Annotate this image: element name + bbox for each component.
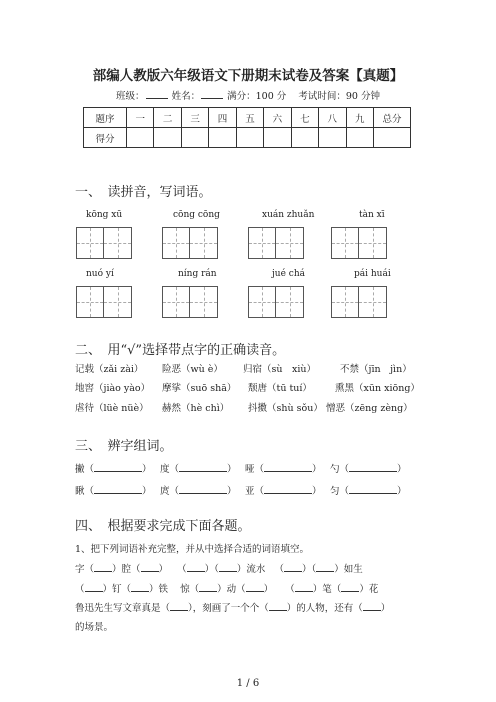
reading-choice[interactable]: 颓唐（tū tuí）: [248, 383, 312, 394]
score-label-cell: 得分: [84, 128, 127, 148]
answer-blank[interactable]: [94, 562, 112, 572]
score-cell[interactable]: [264, 128, 291, 148]
name-label: 姓名：: [171, 91, 201, 102]
pinyin: kōng xū: [86, 210, 123, 220]
writing-box[interactable]: [331, 227, 387, 259]
class-label: 班级：: [116, 91, 145, 102]
answer-blank[interactable]: [316, 562, 334, 572]
score-header-cell: 六: [264, 108, 291, 128]
answer-blank[interactable]: [264, 462, 312, 472]
section-3-title: 三、 辨字组词。: [75, 439, 173, 454]
score-cell[interactable]: [127, 128, 154, 148]
writing-box[interactable]: [162, 286, 218, 318]
answer-blank[interactable]: [170, 601, 188, 611]
class-blank[interactable]: [146, 89, 168, 99]
pinyin: níng rán: [178, 269, 217, 279]
score-header-cell: 三: [181, 108, 208, 128]
answer-blank[interactable]: [264, 484, 312, 494]
question-1: 1、把下列词语补充完整，并从中选择合适的词语填空。: [75, 544, 310, 555]
answer-blank[interactable]: [94, 484, 142, 494]
answer-blank[interactable]: [94, 462, 142, 472]
answer-blank[interactable]: [131, 582, 149, 592]
reading-choice[interactable]: 归宿（sù xiù）: [243, 364, 317, 375]
answer-blank[interactable]: [179, 462, 227, 472]
page-title: 部编人教版六年级语文下册期末试卷及答案【真题】: [92, 68, 404, 84]
answer-blank[interactable]: [284, 562, 302, 572]
student-info-line: [0, 88, 496, 102]
reading-choice[interactable]: 摩挲（suō shā）: [162, 383, 237, 394]
score-header-cell: 七: [291, 108, 318, 128]
section-1-title: 一、 读拼音，写词语。: [75, 185, 212, 200]
section-4-title: 四、 根据要求完成下面各题。: [75, 519, 251, 534]
pinyin: pái huái: [354, 269, 391, 279]
score-cell[interactable]: [291, 128, 318, 148]
score-cell[interactable]: [209, 128, 236, 148]
answer-blank[interactable]: [141, 562, 159, 572]
answer-blank[interactable]: [199, 582, 217, 592]
score-header-cell: 总分: [374, 108, 411, 128]
score-header-cell: 九: [346, 108, 374, 128]
pinyin: tàn xī: [359, 210, 385, 220]
word-group-item: 度（ ）: [160, 464, 237, 475]
reading-choice[interactable]: 地窖（jiào yào）: [75, 383, 151, 394]
answer-blank[interactable]: [269, 601, 287, 611]
answer-blank[interactable]: [341, 582, 359, 592]
writing-box[interactable]: [162, 227, 218, 259]
word-group-item: 庹（ ）: [160, 486, 237, 497]
reading-choice[interactable]: 赫然（hè chì）: [162, 403, 230, 414]
word-group-item: 勺（ ）: [330, 464, 407, 475]
word-group-item: 撇（ ）: [75, 464, 152, 475]
name-blank[interactable]: [201, 89, 223, 99]
writing-box[interactable]: [248, 227, 304, 259]
answer-blank[interactable]: [187, 562, 205, 572]
fill-line-1: 字（ ）腔（ ） （ ）（ ）流水 （ ）（ ）如生: [75, 564, 363, 575]
full-score: 满分：100 分: [227, 91, 287, 102]
writing-box[interactable]: [76, 227, 132, 259]
answer-blank[interactable]: [179, 484, 227, 494]
answer-blank[interactable]: [349, 462, 397, 472]
word-group-item: 匀（ ）: [330, 486, 407, 497]
word-group-item: 瞅（ ）: [75, 486, 152, 497]
answer-blank[interactable]: [363, 601, 381, 611]
reading-choice[interactable]: 不禁（jīn jìn）: [340, 364, 412, 375]
answer-blank[interactable]: [219, 562, 237, 572]
score-cell[interactable]: [346, 128, 374, 148]
score-header-cell: 二: [154, 108, 181, 128]
reading-choice[interactable]: 抖擞（shù sǒu）: [248, 403, 323, 414]
score-cell[interactable]: [374, 128, 411, 148]
answer-blank[interactable]: [295, 582, 313, 592]
writing-box[interactable]: [76, 286, 132, 318]
exam-time: 考试时间：90 分钟: [298, 91, 380, 102]
reading-choice[interactable]: 熏黑（xūn xiōng）: [335, 383, 420, 394]
answer-blank[interactable]: [246, 582, 264, 592]
section-2-title: 二、 用“√”选择带点字的正确读音。: [75, 343, 286, 358]
answer-blank[interactable]: [349, 484, 397, 494]
score-header-cell: 八: [319, 108, 346, 128]
score-header-cell: 一: [127, 108, 154, 128]
pinyin: cōng cōng: [173, 210, 220, 220]
reading-choice[interactable]: 记载（zǎi zài）: [75, 364, 144, 375]
score-cell[interactable]: [236, 128, 263, 148]
score-header-cell: 四: [209, 108, 236, 128]
reading-choice[interactable]: 险恶（wù è）: [162, 364, 223, 375]
fill-line-4: 的场景。: [75, 622, 114, 633]
writing-box[interactable]: [248, 286, 304, 318]
pinyin: jué chá: [272, 269, 305, 279]
reading-choice[interactable]: 虐待（lüè nüè）: [75, 403, 149, 414]
reading-choice[interactable]: 憎恶（zēng zèng）: [326, 403, 413, 414]
writing-box[interactable]: [331, 286, 387, 318]
page-number: 1 / 6: [236, 678, 260, 689]
word-group-item: 亚（ ）: [245, 486, 322, 497]
score-header-cell: 五: [236, 108, 263, 128]
score-header-cell: 题序: [84, 108, 127, 128]
score-table: [83, 107, 411, 148]
answer-blank[interactable]: [85, 582, 103, 592]
pinyin: xuán zhuǎn: [262, 210, 315, 220]
score-cell[interactable]: [154, 128, 181, 148]
fill-line-3: 鲁迅先生写文章真是（ ），刻画了一个个（ ）的人物，还有（ ）: [75, 603, 391, 614]
pinyin: nuó yí: [86, 269, 114, 279]
score-cell[interactable]: [181, 128, 208, 148]
score-cell[interactable]: [319, 128, 346, 148]
word-group-item: 哑（ ）: [245, 464, 322, 475]
fill-line-2: （ ）钉（ ）铁 惊（ ）动（ ） （ ）笔（ ）花: [75, 584, 379, 595]
